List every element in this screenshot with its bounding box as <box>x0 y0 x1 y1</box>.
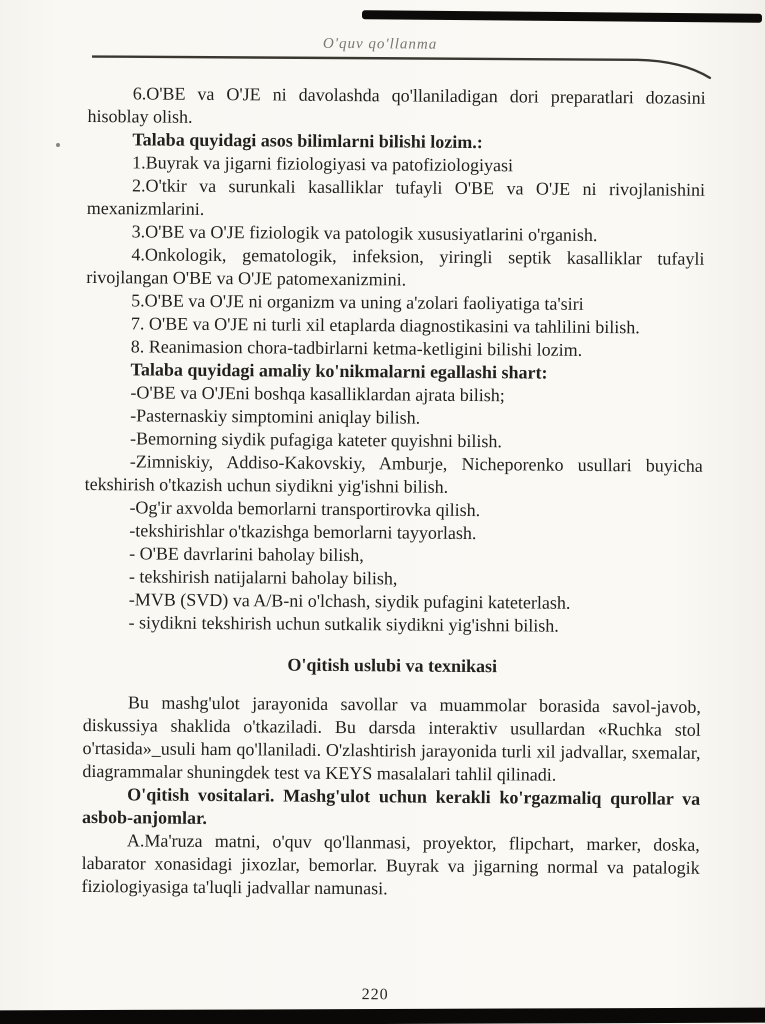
list-item: - O'BE davrlarini baholay bilish, <box>129 543 364 566</box>
body-text <box>81 82 705 903</box>
paragraph: 7. O'BE va O'JE ni turli xil etaplarda diagnostikasini va tahlilini bilish. <box>130 313 640 338</box>
page-number: 220 <box>361 986 389 1004</box>
paragraph: 3.O'BE va O'JE fiziologik va patologik xususiyatlarini o'rganish. <box>131 221 598 245</box>
scan-artifact-bottom <box>0 1008 765 1024</box>
list-item: -Zimniskiy, Addiso-Kakovskiy, Amburje, Nicheporenko usullari buyicha tekshirish o'tkazish uchun siydikni yig'ishni bilish. <box>84 451 703 497</box>
list-item: - siydikni tekshirish uchun sutkalik siydikni yig'ishni bilish. <box>128 612 559 636</box>
list-item: - tekshirish natijalarni baholay bilish, <box>128 566 398 589</box>
list-item: -O'BE va O'JEni boshqa kasalliklardan ajrata bilish; <box>130 382 505 406</box>
section-heading: O'qitish uslubi va texnikasi <box>287 654 498 677</box>
paragraph: 1.Buyrak va jigarni fiziologiyasi va patofiziologiyasi <box>132 152 514 176</box>
paragraph: A.Ma'ruza matni, o'quv qo'llanmasi, proyektor, flipchart, marker, doska, labarator xonasidagi jixozlar, bemorlar. Buyrak va jigarning normal va patalogik fiziologiyasiga ta'luqli jadvallar namunasi. <box>81 830 700 899</box>
paragraph: 8. Reanimasion chora-tadbirlarni ketma-ketligini bilishi lozim. <box>130 336 583 360</box>
paragraph: O'qitish vositalari. Mashg'ulot uchun kerakli ko'rgazmaliq qurollar va asbob-anjomlar. <box>81 784 701 828</box>
paragraph: 5.O'BE va O'JE ni organizm va uning a'zolari faoliyatiga ta'siri <box>131 290 584 314</box>
list-item: -MVB (SVD) va A/B-ni o'lchash, siydik pufagini kateterlash. <box>128 589 571 613</box>
paragraph: Talaba quyidagi asos bilimlarni bilishi lozim.: <box>132 129 483 153</box>
list-item: -Pasternaskiy simptomini aniqlay bilish. <box>130 405 421 428</box>
paragraph: 6.O'BE va O'JE ni davolashda qo'llaniladigan dori preparatlari dozasini hisoblay olish. <box>87 83 706 127</box>
list-item: -Bemorning siydik pufagiga kateter quyishni bilish. <box>129 428 503 452</box>
list-item: -tekshirishlar o'tkazishga bemorlarni tayyorlash. <box>129 520 477 544</box>
running-header: O'quv qo'llanma <box>322 35 438 53</box>
paragraph: Talaba quyidagi amaliy ko'nikmalarni egallashi shart: <box>130 359 548 383</box>
paragraph: Bu mashg'ulot jarayonida savollar va muammolar borasida savol-javob, diskussiya shaklida o'tkaziladi. Bu darsda interaktiv usullardan «Ruchka stol o'rtasida»_usuli ham qo'llaniladi. O'zlashtirish jarayonida turli xil jadvallar, sxemalar, diagrammalar shuningdek test va KEYS masalalari tahlil qilinadi. <box>82 692 702 785</box>
paragraph: 2.O'tkir va surunkali kasalliklar tufayli O'BE va O'JE ni rivojlanishini mexanizmlarini. <box>86 175 706 219</box>
paragraph: 4.Onkologik, gematologik, infeksion, yiringli septik kasalliklar tufayli rivojlangan O'BE va O'JE patomexanizmini. <box>86 244 705 290</box>
list-item: -Og'ir axvolda bemorlarni transportirovka qilish. <box>129 497 481 521</box>
header-rule <box>92 53 717 84</box>
